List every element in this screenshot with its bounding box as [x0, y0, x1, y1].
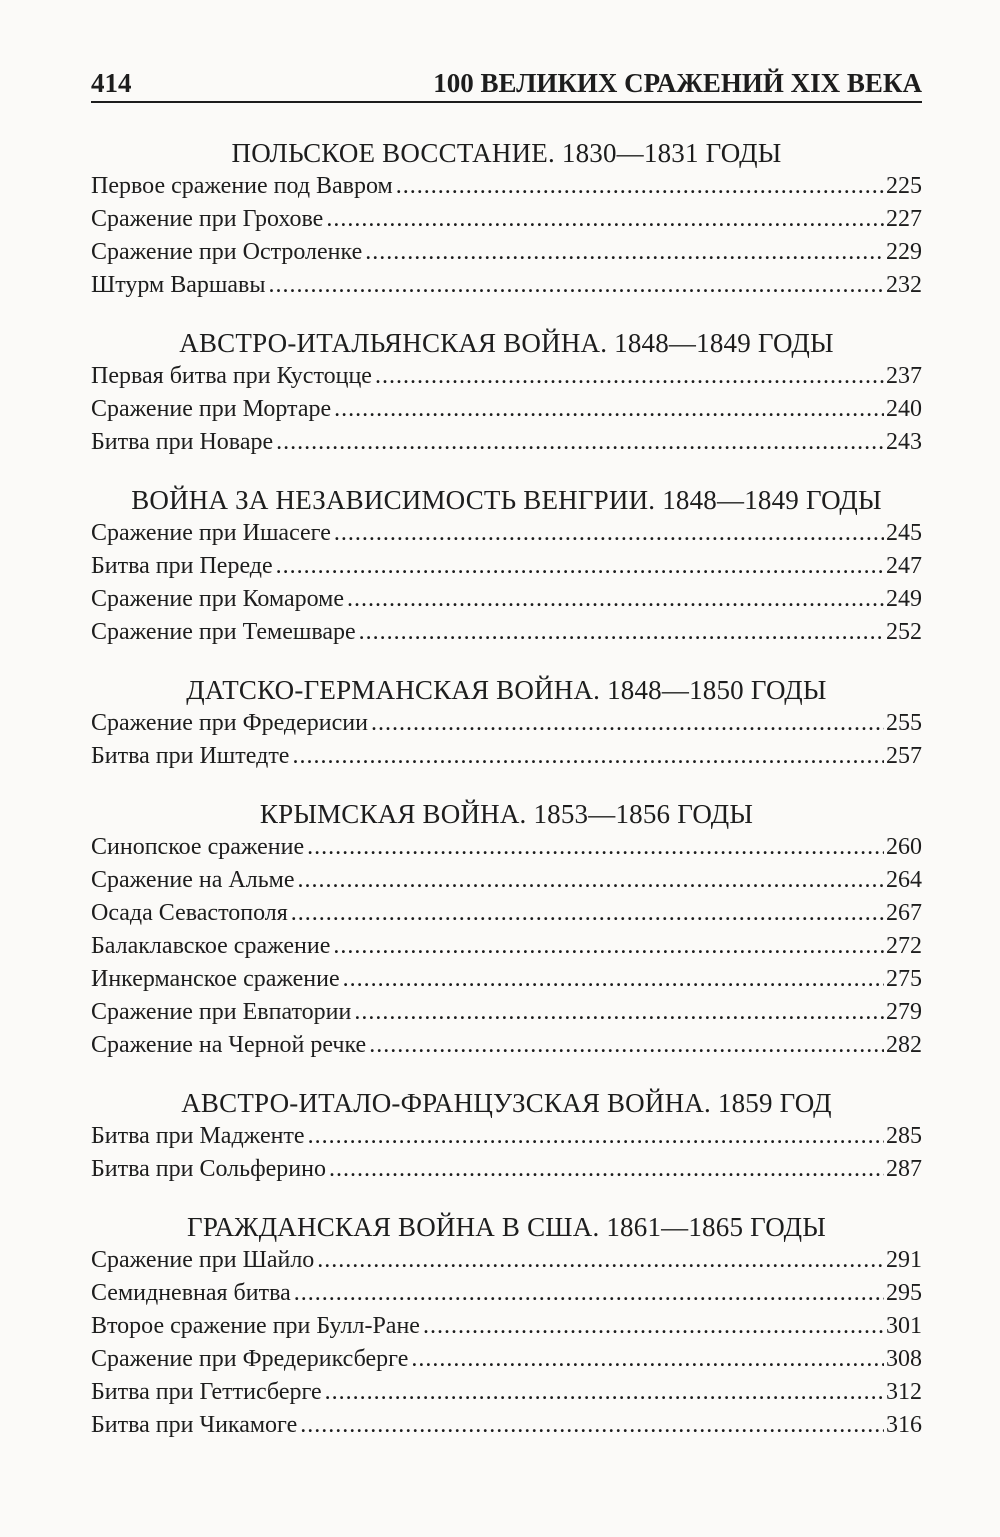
- dot-leader: [294, 1277, 884, 1310]
- entry-title: Сражение при Грохове: [91, 206, 324, 232]
- entry-page-number: 272: [886, 933, 922, 959]
- entry-page-number: 282: [886, 1032, 922, 1058]
- entry-page-number: 225: [886, 173, 922, 199]
- entry-page-number: 264: [886, 867, 922, 893]
- section-heading: АВСТРО-ИТАЛО-ФРАНЦУЗСКАЯ ВОЙНА. 1859 ГОД: [181, 1088, 832, 1118]
- entry-title: Сражение на Черной речке: [91, 1032, 367, 1058]
- entry-title: Сражение при Темешваре: [91, 619, 356, 645]
- entry-page-number: 295: [886, 1280, 922, 1306]
- entry-title: Сражение при Фредериксберге: [91, 1346, 409, 1372]
- header-divider: [91, 101, 922, 103]
- entry-page-number: 240: [886, 396, 922, 422]
- dot-leader: [365, 236, 884, 269]
- dot-leader: [359, 616, 884, 649]
- entry-title: Битва при Чикамоге: [91, 1412, 298, 1438]
- dot-leader: [276, 426, 884, 459]
- toc-entry: [91, 930, 922, 963]
- entry-title: Сражение при Фредерисии: [91, 710, 368, 736]
- dot-leader: [326, 203, 884, 236]
- dot-leader: [423, 1310, 884, 1343]
- entry-page-number: 249: [886, 586, 922, 612]
- dot-leader: [371, 707, 884, 740]
- entry-title: Сражение при Остроленке: [91, 239, 363, 265]
- toc-entry: [91, 1343, 922, 1376]
- toc-entry: [91, 897, 922, 930]
- entry-title: Семидневная битва: [91, 1280, 291, 1306]
- entry-title: Балаклавское сражение: [91, 933, 331, 959]
- toc-entry: [91, 1376, 922, 1409]
- dot-leader: [300, 1409, 884, 1442]
- dot-leader: [343, 963, 884, 996]
- toc-entry: [91, 996, 922, 1029]
- dot-leader: [396, 170, 884, 203]
- entry-page-number: 275: [886, 966, 922, 992]
- page-number: 414: [91, 68, 132, 98]
- entry-title: Инкерманское сражение: [91, 966, 340, 992]
- toc-entry: [91, 1409, 922, 1442]
- toc-entry: [91, 740, 922, 773]
- entry-page-number: 237: [886, 363, 922, 389]
- toc-entry: [91, 236, 922, 269]
- entry-page-number: 232: [886, 272, 922, 298]
- dot-leader: [276, 550, 884, 583]
- section-heading: ПОЛЬСКОЕ ВОССТАНИЕ. 1830—1831 ГОДЫ: [231, 138, 782, 168]
- entry-page-number: 255: [886, 710, 922, 736]
- running-title: 100 ВЕЛИКИХ СРАЖЕНИЙ XIX ВЕКА: [433, 68, 922, 98]
- dot-leader: [291, 897, 884, 930]
- toc-section: [91, 673, 922, 773]
- entry-page-number: 287: [886, 1156, 922, 1182]
- toc-entry: [91, 616, 922, 649]
- toc-sections: [91, 136, 922, 1442]
- dot-leader: [308, 1120, 884, 1153]
- entry-title: Осада Севастополя: [91, 900, 288, 926]
- entry-title: Сражение при Ишасеге: [91, 520, 331, 546]
- dot-leader: [334, 517, 884, 550]
- toc-section: [91, 326, 922, 459]
- dot-leader: [347, 583, 884, 616]
- toc-entry: [91, 583, 922, 616]
- entry-title: Битва при Мадженте: [91, 1123, 305, 1149]
- toc-section: [91, 483, 922, 649]
- dot-leader: [317, 1244, 884, 1277]
- entry-page-number: 247: [886, 553, 922, 579]
- toc-entry: [91, 963, 922, 996]
- toc-section: [91, 797, 922, 1062]
- entry-title: Первое сражение под Вавром: [91, 173, 393, 199]
- entry-page-number: 257: [886, 743, 922, 769]
- toc-entry: [91, 864, 922, 897]
- dot-leader: [333, 930, 884, 963]
- entry-page-number: 245: [886, 520, 922, 546]
- entry-page-number: 267: [886, 900, 922, 926]
- toc-entry: [91, 426, 922, 459]
- section-heading: ГРАЖДАНСКАЯ ВОЙНА В США. 1861—1865 ГОДЫ: [187, 1212, 826, 1242]
- entry-title: Сражение при Евпатории: [91, 999, 352, 1025]
- entry-page-number: 291: [886, 1247, 922, 1273]
- entry-page-number: 316: [886, 1412, 922, 1438]
- toc-entry: [91, 1153, 922, 1186]
- dot-leader: [375, 360, 884, 393]
- entry-page-number: 229: [886, 239, 922, 265]
- toc-entry: [91, 517, 922, 550]
- entry-title: Синопское сражение: [91, 834, 305, 860]
- dot-leader: [307, 831, 884, 864]
- entry-page-number: 285: [886, 1123, 922, 1149]
- toc-entry: [91, 1277, 922, 1310]
- toc-entry: [91, 1310, 922, 1343]
- table-of-contents: [91, 136, 922, 1442]
- toc-entry: [91, 269, 922, 302]
- entry-title: Штурм Варшавы: [91, 272, 266, 298]
- section-heading: ВОЙНА ЗА НЕЗАВИСИМОСТЬ ВЕНГРИИ. 1848—1849 ГОДЫ: [131, 485, 882, 515]
- toc-entry: [91, 1029, 922, 1062]
- page-header: [91, 58, 922, 98]
- entry-page-number: 260: [886, 834, 922, 860]
- dot-leader: [354, 996, 884, 1029]
- entry-title: Сражение на Альме: [91, 867, 295, 893]
- dot-leader: [369, 1029, 884, 1062]
- toc-entry: [91, 707, 922, 740]
- entry-title: Второе сражение при Булл-Ране: [91, 1313, 420, 1339]
- dot-leader: [292, 740, 884, 773]
- toc-entry: [91, 831, 922, 864]
- entry-title: Битва при Переде: [91, 553, 273, 579]
- entry-page-number: 308: [886, 1346, 922, 1372]
- entry-title: Битва при Новаре: [91, 429, 274, 455]
- toc-entry: [91, 393, 922, 426]
- entry-page-number: 227: [886, 206, 922, 232]
- toc-entry: [91, 203, 922, 236]
- toc-section: [91, 136, 922, 302]
- dot-leader: [325, 1376, 884, 1409]
- toc-entry: [91, 1120, 922, 1153]
- entry-title: Сражение при Комароме: [91, 586, 345, 612]
- entry-title: Первая битва при Кустоцце: [91, 363, 372, 389]
- toc-entry: [91, 550, 922, 583]
- dot-leader: [334, 393, 884, 426]
- entry-title: Битва при Геттисберге: [91, 1379, 322, 1405]
- entry-title: Сражение при Мортаре: [91, 396, 332, 422]
- entry-page-number: 301: [886, 1313, 922, 1339]
- dot-leader: [411, 1343, 884, 1376]
- entry-title: Битва при Сольферино: [91, 1156, 326, 1182]
- entry-page-number: 243: [886, 429, 922, 455]
- section-heading: КРЫМСКАЯ ВОЙНА. 1853—1856 ГОДЫ: [259, 799, 754, 829]
- entry-page-number: 252: [886, 619, 922, 645]
- entry-title: Битва при Иштедте: [91, 743, 290, 769]
- toc-entry: [91, 360, 922, 393]
- dot-leader: [329, 1153, 884, 1186]
- section-heading: АВСТРО-ИТАЛЬЯНСКАЯ ВОЙНА. 1848—1849 ГОДЫ: [179, 328, 834, 358]
- dot-leader: [298, 864, 884, 897]
- toc-section: [91, 1086, 922, 1186]
- toc-entry: [91, 170, 922, 203]
- entry-page-number: 279: [886, 999, 922, 1025]
- dot-leader: [268, 269, 884, 302]
- section-heading: ДАТСКО-ГЕРМАНСКАЯ ВОЙНА. 1848—1850 ГОДЫ: [186, 675, 827, 705]
- entry-title: Сражение при Шайло: [91, 1247, 315, 1273]
- entry-page-number: 312: [886, 1379, 922, 1405]
- toc-entry: [91, 1244, 922, 1277]
- toc-section: [91, 1210, 922, 1442]
